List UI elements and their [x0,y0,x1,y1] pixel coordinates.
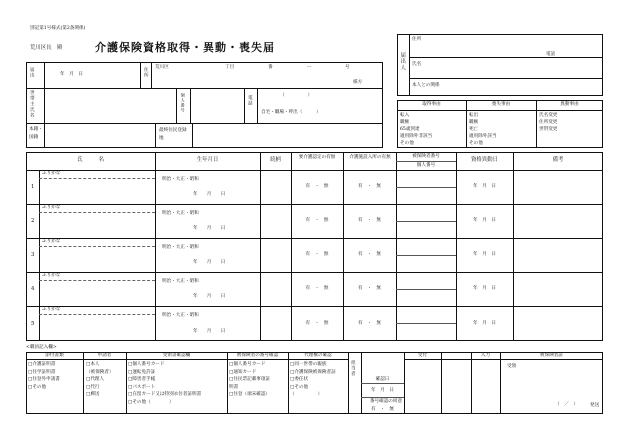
id-check-checkbox[interactable]: □障害者手帳 [128,377,156,382]
personal-no-field[interactable] [398,223,454,236]
notify-date-field[interactable]: 年 月 日 [60,72,83,77]
confirm-date-field[interactable]: 年 月 日 [371,388,394,393]
facility-choice[interactable]: 有 ・ 無 [358,321,381,326]
last-address-field[interactable] [196,126,380,146]
number-check-note: 明書 [229,384,239,390]
domicile-label: 本籍・国籍 [29,127,43,140]
personal-no-field[interactable] [398,291,454,304]
remarks-field[interactable] [515,308,601,339]
col-name: 氏 名 [77,157,104,163]
col-remarks: 備考 [552,157,564,163]
personal-no-field[interactable] [398,189,454,202]
addressee: 荒川区長 殿 [30,45,63,51]
phone-area[interactable]: （ ） [280,93,313,98]
applicant-checkbox[interactable]: □郵送 [86,392,100,397]
change-date-field[interactable]: 年 月 日 [473,218,496,223]
householder-label: 世帯主氏名 [29,90,35,118]
insured-cert-header: 被保険者証 [540,353,563,358]
notifier-phone-label: 電話 [546,52,556,57]
insured-no-field[interactable] [398,240,454,253]
notifier-relation-field[interactable] [460,80,590,94]
proxy-check-checkbox[interactable]: □同一世帯の親族 [290,362,327,367]
remarks-field[interactable] [515,240,601,270]
attach-doc-checkbox[interactable]: □介護証明書 [28,362,56,367]
id-check-header: 受領書確認欄 [162,353,191,358]
loss-reason-option[interactable]: その他 [469,141,483,146]
notifier-label: 届出人 [399,52,406,72]
change-reason-option[interactable]: 世帯変更 [539,127,558,132]
col-facility: 介護施設入所の有無 [349,155,391,160]
col-personal-no: 個人番号 [416,163,436,168]
loss-reason-header: 喪失事由 [491,102,511,107]
change-reason-option[interactable]: 住所変更 [539,120,558,125]
change-date-field[interactable]: 年 月 日 [473,321,496,326]
name-field[interactable] [41,248,153,270]
insured-no-field[interactable] [398,274,454,287]
number-check-checkbox[interactable]: □住民票記載事項証 [229,377,271,382]
birth-era[interactable]: 明治・大正・昭和 [162,313,199,318]
office-section-label: <職員記入欄> [26,345,57,350]
entry-header: 入力 [480,353,491,358]
last-address-label: 最終住民登録地 [159,128,187,141]
birth-date[interactable]: 年 月 日 [193,226,226,231]
loss-reason-option[interactable]: 職権 [469,120,479,125]
domicile-field[interactable] [48,126,152,146]
row-number: 3 [31,252,35,258]
acquire-reason-option[interactable]: 65歳到達 [400,127,420,132]
applicant-checkbox[interactable]: □代行 [86,384,100,390]
change-reason-header: 異動事由 [560,102,579,107]
relation-field[interactable] [262,172,289,202]
number-check-checkbox[interactable]: □個人番号カード [229,362,266,367]
id-check-checkbox[interactable]: □在留カード又は特別永住者証明書 [128,392,202,397]
personal-number-field[interactable] [192,91,242,119]
phone-options[interactable]: 自宅・職場・呼出（ ） [261,110,321,115]
relation-field[interactable] [262,240,289,270]
notify-date-label: 届出 [29,67,35,79]
birth-date[interactable]: 年 月 日 [193,192,226,197]
loss-reason-option[interactable]: 転出 [469,113,479,118]
address-ban: 番 [268,65,273,70]
reception-header: 受付 [417,353,428,358]
row-number: 1 [31,184,35,190]
proxy-check-note: （ ） [290,392,323,397]
care-cert-choice[interactable]: 有 ・ 無 [305,184,329,189]
row-number: 2 [31,218,35,224]
change-date-field[interactable]: 年 月 日 [473,252,496,257]
facility-choice[interactable]: 有 ・ 無 [358,184,381,189]
col-care-cert: 要介護認定の有無 [298,155,336,160]
confirm-date-label: 確認日 [375,377,390,382]
id-check-checkbox[interactable]: □個人番号カード [128,362,165,367]
insured-no-field[interactable] [398,206,454,219]
furigana-label: ふりがな [42,171,61,176]
loss-reason-option[interactable]: 適用除外該当 [469,134,497,139]
birth-era[interactable]: 明治・大正・昭和 [162,245,199,250]
birth-era[interactable]: 明治・大正・昭和 [162,177,199,182]
applicant-note: （被保険者） [86,369,114,375]
name-field[interactable] [41,180,153,202]
relation-field[interactable] [262,274,289,304]
number-check-checkbox[interactable]: □住登（端末確認） [229,392,271,397]
staff-label: 担当者 [350,360,356,377]
acquire-reason-option[interactable]: その他 [400,141,414,146]
consent-label: 番号確認の同意 [369,399,403,404]
change-date-field[interactable]: 年 月 日 [473,184,496,189]
acquire-reason-option[interactable]: 適用除外非該当 [400,134,433,139]
attach-doc-checkbox[interactable]: □住学証明書 [28,369,56,375]
col-relation: 続柄 [270,157,281,163]
applicant-header: 申請者 [97,353,112,358]
col-insured-no: 被保険者番号 [412,154,440,159]
remarks-field[interactable] [515,172,601,202]
personal-no-field[interactable] [398,257,454,270]
remarks-field[interactable] [515,274,601,304]
proxy-check-checkbox[interactable]: □委任状 [290,377,309,382]
facility-choice[interactable]: 有 ・ 無 [358,252,381,257]
remarks-field[interactable] [515,206,601,236]
address-go: 号 [345,65,350,70]
notifier-relation-label: 本人との関係 [412,83,440,88]
issue-suffix: 発送 [590,403,600,408]
proxy-check-checkbox[interactable]: □介護保険被保険者証 [290,369,336,375]
householder-field[interactable] [48,91,173,119]
id-check-checkbox[interactable]: □運転免許証 [128,369,156,375]
notifier-name-label: 氏名 [412,62,422,67]
address-prefix: 荒川区 [155,65,169,70]
col-change-date: 資格異動日 [471,157,498,163]
number-check-checkbox[interactable]: □通知カード [229,369,257,375]
name-field[interactable] [41,214,153,236]
proxy-check-header: 代理権の確認 [304,353,332,358]
care-cert-choice[interactable]: 有 ・ 無 [305,286,329,291]
relation-field[interactable] [262,206,289,236]
address-label: 住所 [143,67,149,79]
address-chome: 丁目 [225,65,235,70]
id-check-checkbox[interactable]: □パスポート [128,384,156,390]
notifier-address-label: 住所 [412,37,422,42]
care-cert-choice[interactable]: 有 ・ 無 [305,321,329,326]
facility-choice[interactable]: 有 ・ 無 [358,218,381,223]
furigana-label: ふりがな [42,205,61,210]
delivery-label: 受領 [507,364,517,369]
row-number: 5 [31,321,35,327]
attach-doc-checkbox[interactable]: □その他 [28,384,47,390]
form-title: 介護保険資格取得・異動・喪失届 [95,41,275,54]
proxy-check-checkbox[interactable]: □その他 [290,384,309,390]
birth-era[interactable]: 明治・大正・昭和 [162,279,199,284]
relation-field[interactable] [262,308,289,339]
number-check-header: 被保険者の番号確認 [236,353,279,358]
personal-number-label: 個人番号 [180,93,186,113]
name-field[interactable] [41,282,153,304]
applicant-checkbox[interactable]: □本人 [86,362,100,367]
col-birth: 生年月日 [196,157,219,163]
furigana-label: ふりがな [42,307,61,312]
acquire-reason-header: 取得事由 [422,102,441,107]
notifier-address-field[interactable] [440,37,590,51]
insured-no-field[interactable] [398,308,454,321]
birth-date[interactable]: 年 月 日 [193,294,226,299]
birth-date[interactable]: 年 月 日 [193,260,226,265]
acquire-reason-option[interactable]: 職権 [400,120,410,125]
attach-docs-header: 添付書類 [45,353,64,358]
change-date-field[interactable]: 年 月 日 [473,286,496,291]
name-field[interactable] [41,316,153,338]
care-cert-choice[interactable]: 有 ・ 無 [305,218,329,223]
birth-date[interactable]: 年 月 日 [193,329,226,334]
change-reason-option[interactable]: 氏名変更 [539,113,558,118]
insured-no-field[interactable] [398,172,454,185]
furigana-label: ふりがな [42,239,61,244]
phone-label: 電話 [247,95,253,107]
address-dash: ー [307,65,312,70]
notifier-name-field[interactable] [430,60,590,75]
acquire-reason-option[interactable]: 転入 [400,113,410,118]
attach-doc-checkbox[interactable]: □住登外申請書 [28,377,60,382]
id-check-checkbox[interactable]: □その他（ ） [128,399,174,405]
furigana-label: ふりがな [42,273,61,278]
facility-choice[interactable]: 有 ・ 無 [358,286,381,291]
personal-no-field[interactable] [398,325,454,339]
consent-choice[interactable]: 有 ・ 無 [371,407,394,412]
row-number: 4 [31,286,35,292]
care-cert-choice[interactable]: 有 ・ 無 [305,252,329,257]
issue-date-field[interactable]: （ ／ ） [555,402,578,407]
birth-era[interactable]: 明治・大正・昭和 [162,211,199,216]
address-katakata: 様方 [353,80,363,85]
form-number: 別記第1号様式(第2条関係) [30,26,86,31]
loss-reason-option[interactable]: 死亡 [469,127,479,132]
applicant-checkbox[interactable]: □代理人 [86,377,105,382]
